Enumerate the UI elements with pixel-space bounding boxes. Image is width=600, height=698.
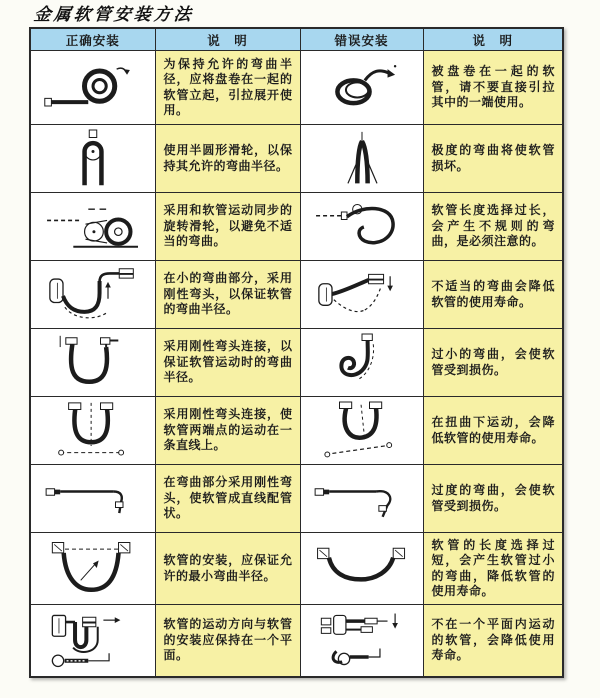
- correct-description-cell: 采用刚性弯头连接，使软管两端点的运动在一条直线上。: [155, 397, 300, 465]
- too-short-taut-illustration: [310, 538, 414, 600]
- correct-illustration-cell: [30, 125, 155, 193]
- table-row: [30, 465, 563, 533]
- page-title: 金属软管安装方法: [32, 5, 195, 25]
- header-correct-install: 正确安装: [30, 28, 155, 51]
- correct-illustration-cell: [30, 51, 155, 125]
- installation-guide-table: [29, 27, 564, 678]
- wrong-description-cell: 被盘卷在一起的软管，请不要直接引拉其中的一端使用。: [423, 51, 563, 125]
- correct-description-cell: 采用刚性弯头连接，以保证软管运动时的弯曲半径。: [155, 329, 300, 397]
- wrong-illustration-cell: [300, 329, 423, 397]
- pulled-coil-illustration: [310, 57, 414, 119]
- correct-description-cell: 在小的弯曲部分，采用刚性弯头，以保证软管的弯曲半径。: [155, 261, 300, 329]
- improper-sharp-bend-illustration: [310, 265, 414, 325]
- table-row: [30, 397, 563, 465]
- synchronized-rollers-illustration: [41, 197, 145, 257]
- correct-description-cell: 采用和软管运动同步的旋转滑轮，以避免不适当的弯曲。: [155, 193, 300, 261]
- correct-illustration-cell: [30, 261, 155, 329]
- correct-description-cell: 软管的安装，应保证允许的最小弯曲半径。: [155, 533, 300, 605]
- wrong-illustration-cell: [300, 465, 423, 533]
- table-row: [30, 605, 563, 677]
- single-plane-routing-illustration: [41, 608, 145, 672]
- straight-run-elbow-illustration: [41, 469, 145, 529]
- table-row: [30, 329, 563, 397]
- wrong-illustration-cell: [300, 261, 423, 329]
- wrong-illustration-cell: [300, 605, 423, 677]
- wrong-description-cell: 软管的长度选择过短，会产生软管过小的弯曲，降低软管的使用寿命。: [423, 533, 563, 605]
- rigid-elbow-connection-illustration: [41, 333, 145, 393]
- rigid-elbow-small-bend-illustration: [41, 265, 145, 325]
- too-small-bend-illustration: [310, 333, 414, 393]
- extreme-bend-illustration: [310, 129, 414, 189]
- correct-illustration-cell: [30, 465, 155, 533]
- table-row: [30, 193, 563, 261]
- table-row: [30, 51, 563, 125]
- wrong-description-cell: 不在一个平面内运动的软管，会降低使用寿命。: [423, 605, 563, 677]
- header-row: [30, 28, 563, 51]
- table-row: [30, 533, 563, 605]
- correct-illustration-cell: [30, 605, 155, 677]
- out-of-plane-routing-illustration: [310, 608, 414, 672]
- header-description-1: 说 明: [155, 28, 300, 51]
- wrong-description-cell: 极度的弯曲将使软管损坏。: [423, 125, 563, 193]
- excessive-bend-illustration: [310, 469, 414, 529]
- upright-coil-illustration: [41, 57, 145, 119]
- wrong-description-cell: 不适当的弯曲会降低软管的使用寿命。: [423, 261, 563, 329]
- twisted-motion-illustration: [310, 401, 414, 461]
- overlong-loop-illustration: [310, 197, 414, 257]
- wrong-description-cell: 在扭曲下运动，会降低软管的使用寿命。: [423, 397, 563, 465]
- correct-description-cell: 使用半圆形滑轮，以保持其允许的弯曲半径。: [155, 125, 300, 193]
- wrong-description-cell: 软管长度选择过长，会产生不规则的弯曲，是必须注意的。: [423, 193, 563, 261]
- correct-description-cell: 为保持允许的弯曲半径，应将盘卷在一起的软管立起，引拉展开使用。: [155, 51, 300, 125]
- table-row: [30, 261, 563, 329]
- inline-u-motion-illustration: [41, 401, 145, 461]
- correct-illustration-cell: [30, 193, 155, 261]
- wrong-illustration-cell: [300, 397, 423, 465]
- correct-illustration-cell: [30, 533, 155, 605]
- header-wrong-install: 错误安装: [300, 28, 423, 51]
- correct-description-cell: 软管的运动方向与软管的安装应保持在一个平面。: [155, 605, 300, 677]
- correct-illustration-cell: [30, 397, 155, 465]
- minimum-bend-radius-u-illustration: [41, 538, 145, 600]
- correct-description-cell: 在弯曲部分采用刚性弯头，使软管成直线配管状。: [155, 465, 300, 533]
- correct-illustration-cell: [30, 329, 155, 397]
- semicircular-pulley-illustration: [41, 129, 145, 189]
- wrong-illustration-cell: [300, 125, 423, 193]
- wrong-description-cell: 过小的弯曲，会使软管受到损伤。: [423, 329, 563, 397]
- table-row: [30, 125, 563, 193]
- wrong-illustration-cell: [300, 193, 423, 261]
- wrong-description-cell: 过度的弯曲，会使软管受到损伤。: [423, 465, 563, 533]
- header-description-2: 说 明: [423, 28, 563, 51]
- wrong-illustration-cell: [300, 51, 423, 125]
- wrong-illustration-cell: [300, 533, 423, 605]
